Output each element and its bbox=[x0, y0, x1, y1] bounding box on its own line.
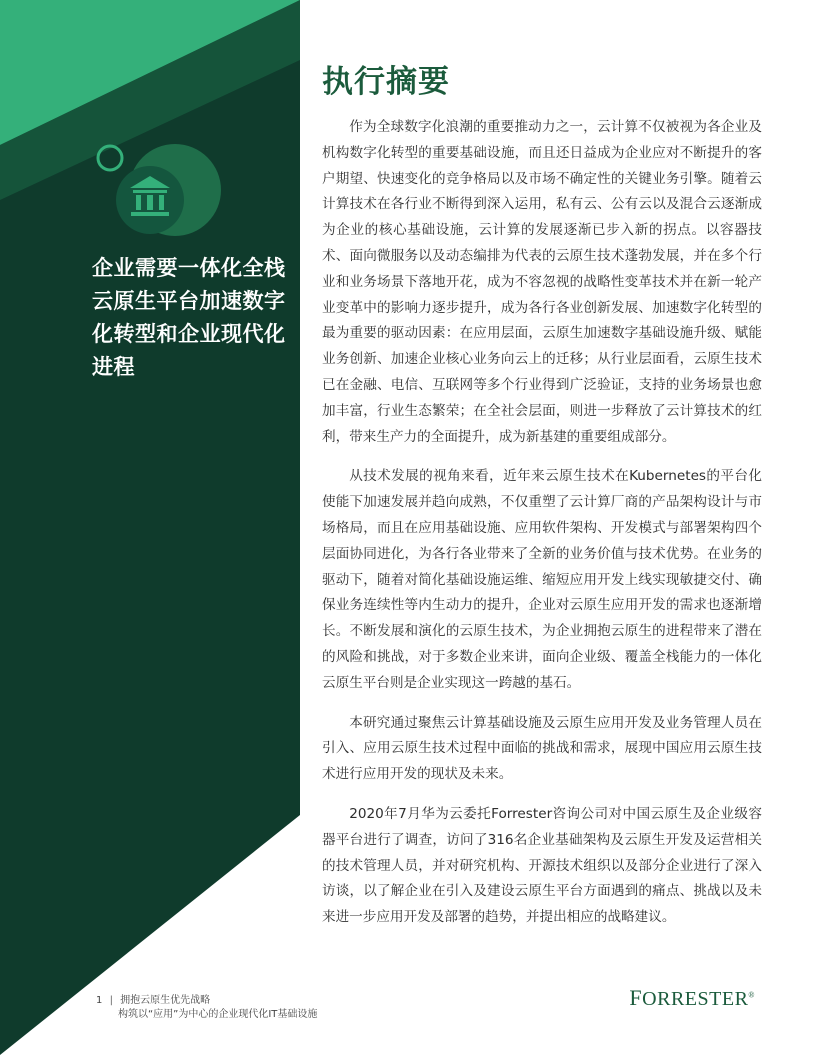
paragraph-4: 2020年7月华为云委托Forrester咨询公司对中国云原生及企业级容器平台进行了调查，访问了316名企业基础架构及云原生开发及运营相关的技术管理人员，并对研究机构、开源技术组织以及部分企业进行了深入访谈，以了解企业在引入及建设云原生平台方面遇到的痛点、挑战以及未来进一步应用开发及部署的趋势，并提出相应的战略建议。 bbox=[322, 805, 762, 926]
page-number: 1 bbox=[96, 995, 103, 1006]
logo-registered-mark: ® bbox=[748, 990, 755, 1000]
logo-rest: ORRESTER bbox=[642, 988, 749, 1010]
paragraph-2: 从技术发展的视角来看，近年来云原生技术在Kubernetes的平台化使能下加速发展并趋向成熟，不仅重塑了云计算厂商的产品架构设计与市场格局，而且在应用基础设施、应用软件架构、开发模式与部署架构四个层面协同进化，为各行各业带来了全新的业务价值与技术优势。在业务的驱动下，随着对简化基础设施运维、缩短应用开发上线实现敏捷交付、确保业务连续性等内生动力的提升，企业对云原生应用开发的需求也逐渐增长。不断发展和演化的云原生技术，为企业拥抱云原生的进程带来了潜在的风险和挑战，对于多数企业来讲，面向企业级、覆盖全栈能力的一体化云原生平台则是企业实现这一跨越的基石。 bbox=[322, 468, 762, 691]
main-content bbox=[322, 56, 762, 945]
footer-report-subtitle: 构筑以“应用”为中心的企业现代化IT基础设施 bbox=[118, 1009, 318, 1020]
sidebar-headline: 企业需要一体化全栈云原生平台加速数字化转型和企业现代化进程 bbox=[92, 256, 286, 379]
footer-line-1 bbox=[96, 994, 317, 1008]
paragraph-1: 作为全球数字化浪潮的重要推动力之一，云计算不仅被视为各企业及机构数字化转型的重要基础设施，而且还日益成为企业应对不断提升的客户期望、快速变化的竞争格局以及市场不确定性的关键业务引擎。随着云计算技术在各行业不断得到深入运用，私有云、公有云以及混合云逐渐成为企业的核心基础设施，云计算的发展逐渐已步入新的拐点。以容器技术、面向微服务以及动态编排为代表的云原生技术蓬勃发展，并在多个行业和业务场景下落地开花，成为不容忽视的战略性变革技术并在新一轮产业变革中的影响力逐步提升，成为各行各业创新发展、加速数字化转型的最为重要的驱动因素：在应用层面，云原生加速数字基础设施升级、赋能业务创新、加速企业核心业务向云上的迁移；从行业层面看，云原生技术已在金融、电信、互联网等多个行业得到广泛验证，支持的业务场景也愈加丰富，行业生态繁荣；在全社会层面，则进一步释放了云计算技术的红利，带来生产力的全面提升，成为新基建的重要组成部分。 bbox=[322, 119, 762, 445]
footer-separator: | bbox=[109, 995, 113, 1006]
paragraph-3: 本研究通过聚焦云计算基础设施及云原生应用开发及业务管理人员在引入、应用云原生技术过程中面临的挑战和需求，展现中国应用云原生技术进行应用开发的现状及未来。 bbox=[322, 714, 762, 783]
footer-report-title: 拥抱云原生优先战略 bbox=[120, 995, 211, 1006]
sidebar-panel bbox=[0, 0, 300, 1055]
forrester-logo bbox=[629, 985, 755, 1011]
logo-initial: F bbox=[629, 985, 643, 1010]
page-footer bbox=[96, 994, 317, 1022]
page-title: 执行摘要 bbox=[322, 64, 450, 100]
sidebar-background bbox=[0, 0, 300, 1055]
